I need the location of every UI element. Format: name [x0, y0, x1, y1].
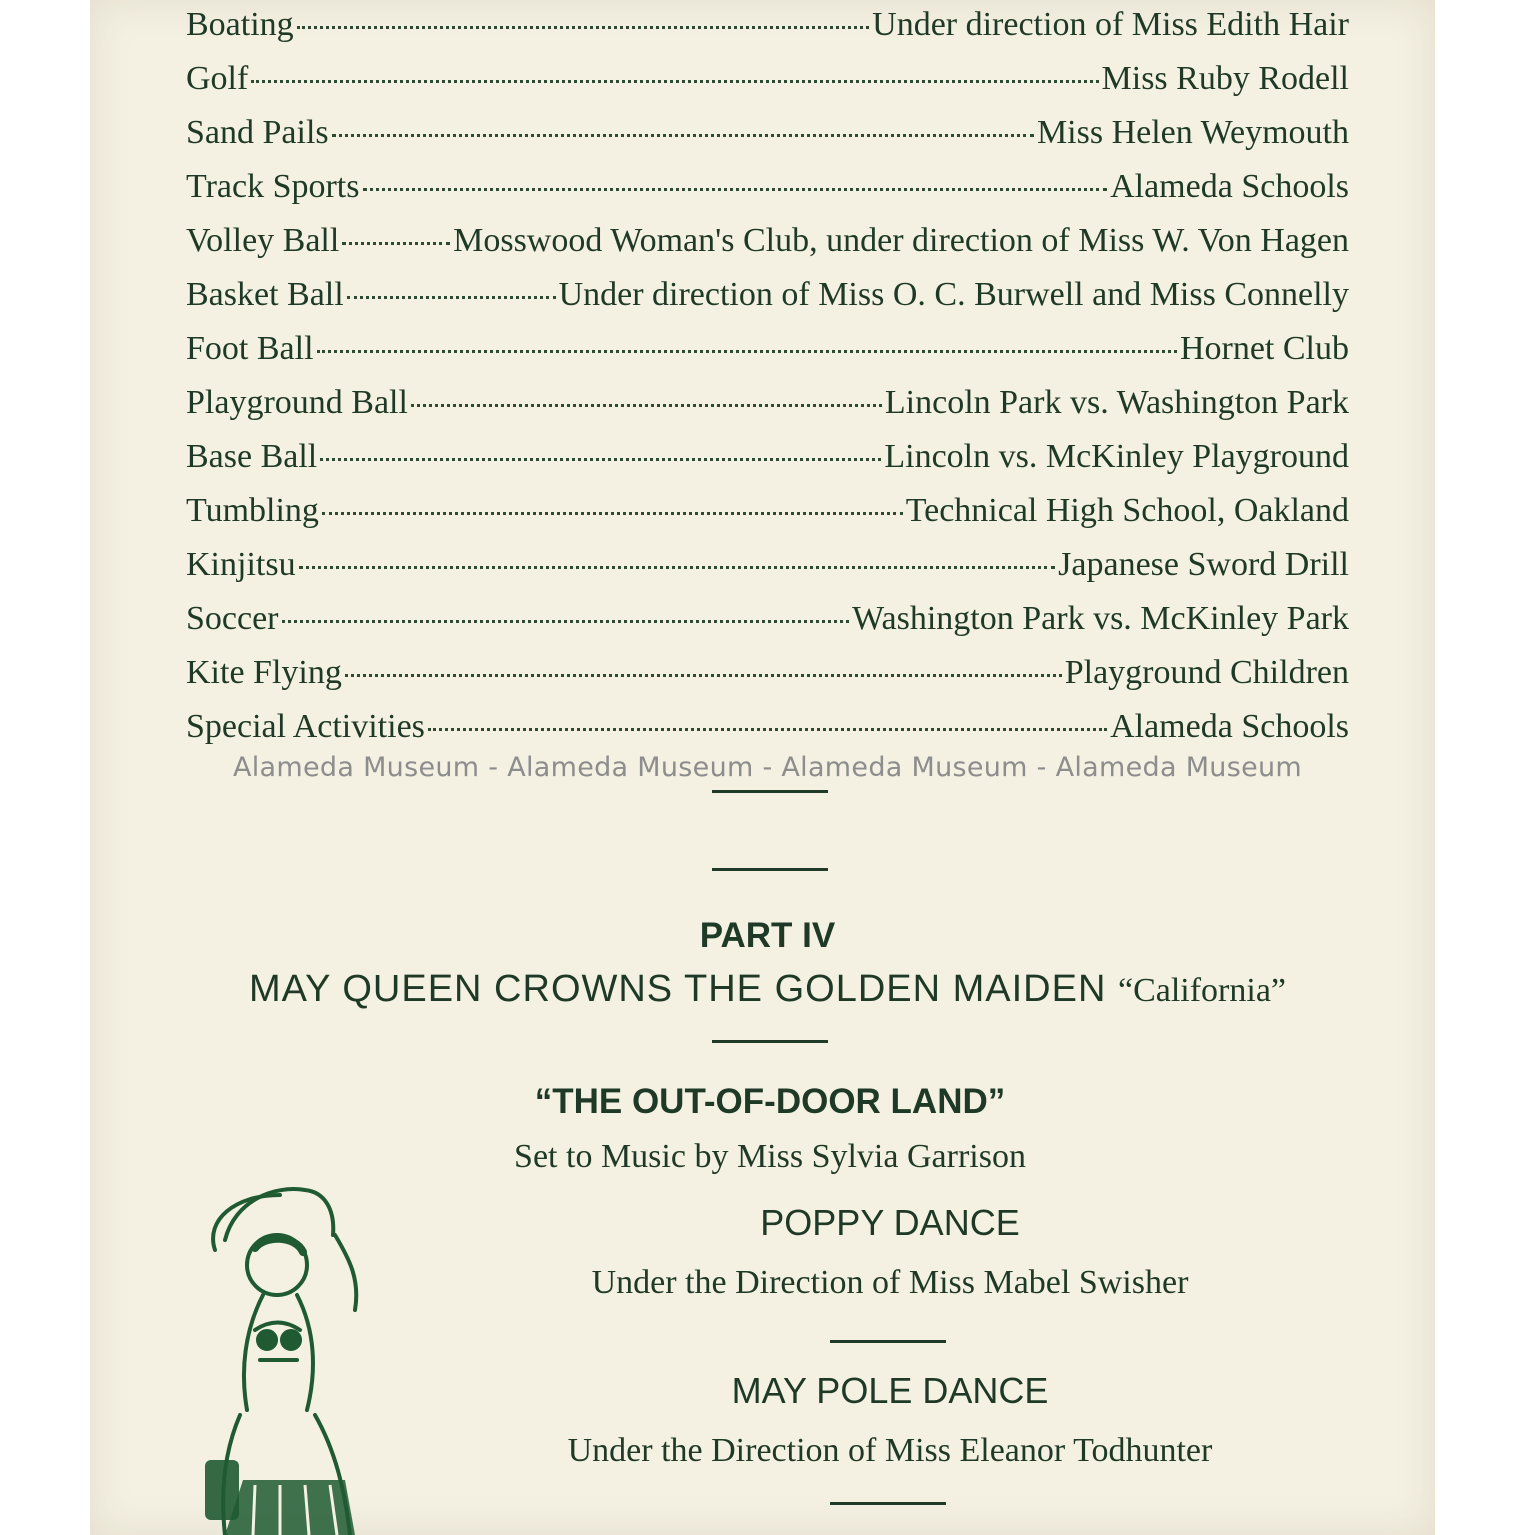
activity-director: Miss Helen Weymouth — [1036, 114, 1349, 151]
activity-name: Track Sports — [186, 168, 360, 205]
dance-credit: Under the Direction of Miss Eleanor Todhunter — [567, 1432, 1213, 1469]
dot-leader — [347, 296, 556, 299]
activity-name: Volley Ball — [186, 222, 340, 259]
part-subtitle-quote: “California” — [1117, 972, 1287, 1009]
activity-name: Tumbling — [186, 492, 319, 529]
program-row — [186, 600, 1349, 646]
program-row — [186, 276, 1349, 322]
dot-leader — [297, 26, 869, 29]
activity-name: Boating — [186, 6, 294, 43]
program-row — [186, 168, 1349, 214]
activity-name: Special Activities — [186, 708, 425, 745]
dot-leader — [320, 458, 881, 461]
activity-director: Alameda Schools — [1110, 168, 1349, 205]
part-heading: PART IV — [699, 916, 836, 955]
dot-leader — [428, 728, 1107, 731]
activity-director: Technical High School, Oakland — [905, 492, 1349, 529]
part-subtitle-text: MAY QUEEN CROWNS THE GOLDEN MAIDEN — [248, 968, 1107, 1010]
divider-rule — [712, 790, 828, 793]
activity-director: Alameda Schools — [1110, 708, 1349, 745]
watermark-text: Alameda Museum - Alameda Museum - Alameda Museum - Alameda Museum — [232, 752, 1302, 783]
activity-director: Mosswood Woman's Club, under direction of Miss W. Von Hagen — [453, 222, 1349, 259]
program-row — [186, 222, 1349, 268]
program-row — [186, 654, 1349, 700]
program-row — [186, 330, 1349, 376]
dot-leader — [342, 242, 450, 245]
song-title: “THE OUT-OF-DOOR LAND” — [534, 1082, 1006, 1121]
activity-director: Washington Park vs. McKinley Park — [852, 600, 1349, 637]
activity-director: Lincoln vs. McKinley Playground — [884, 438, 1349, 475]
activity-name: Playground Ball — [186, 384, 408, 421]
divider-rule — [830, 1502, 946, 1505]
divider-rule — [830, 1340, 946, 1343]
activity-name: Sand Pails — [186, 114, 329, 151]
dot-leader — [282, 620, 850, 623]
dot-leader — [299, 566, 1056, 569]
activity-director: Japanese Sword Drill — [1058, 546, 1349, 583]
activity-director: Miss Ruby Rodell — [1101, 60, 1349, 97]
activity-director: Under direction of Miss Edith Hair — [872, 6, 1349, 43]
program-row — [186, 438, 1349, 484]
dot-leader — [345, 674, 1062, 677]
divider-rule — [712, 868, 828, 871]
activity-name: Kite Flying — [186, 654, 342, 691]
divider-rule — [712, 1040, 828, 1043]
program-row — [186, 492, 1349, 538]
program-row — [186, 6, 1349, 52]
dot-leader — [332, 134, 1034, 137]
dot-leader — [322, 512, 903, 515]
activity-director: Lincoln Park vs. Washington Park — [884, 384, 1349, 421]
dance-title: POPPY DANCE — [760, 1202, 1020, 1243]
program-row — [186, 546, 1349, 592]
dot-leader — [411, 404, 882, 407]
activity-name: Golf — [186, 60, 249, 97]
dot-leader — [251, 80, 1098, 83]
program-row — [186, 60, 1349, 106]
activity-director: Under direction of Miss O. C. Burwell and Miss Connelly — [558, 276, 1349, 313]
program-row — [186, 114, 1349, 160]
dance-title: MAY POLE DANCE — [731, 1370, 1049, 1411]
part-subtitle — [0, 968, 1535, 1011]
program-row — [186, 708, 1349, 754]
activity-name: Kinjitsu — [186, 546, 296, 583]
activity-director: Playground Children — [1064, 654, 1349, 691]
activity-name: Basket Ball — [186, 276, 344, 313]
song-credit: Set to Music by Miss Sylvia Garrison — [514, 1138, 1026, 1175]
activity-name: Base Ball — [186, 438, 318, 475]
dancer-illustration — [185, 1180, 425, 1535]
activity-name: Soccer — [186, 600, 279, 637]
program-row — [186, 384, 1349, 430]
dot-leader — [363, 188, 1108, 191]
dance-credit: Under the Direction of Miss Mabel Swisher — [591, 1264, 1189, 1301]
activity-director: Hornet Club — [1179, 330, 1349, 367]
activity-name: Foot Ball — [186, 330, 314, 367]
dot-leader — [317, 350, 1177, 353]
